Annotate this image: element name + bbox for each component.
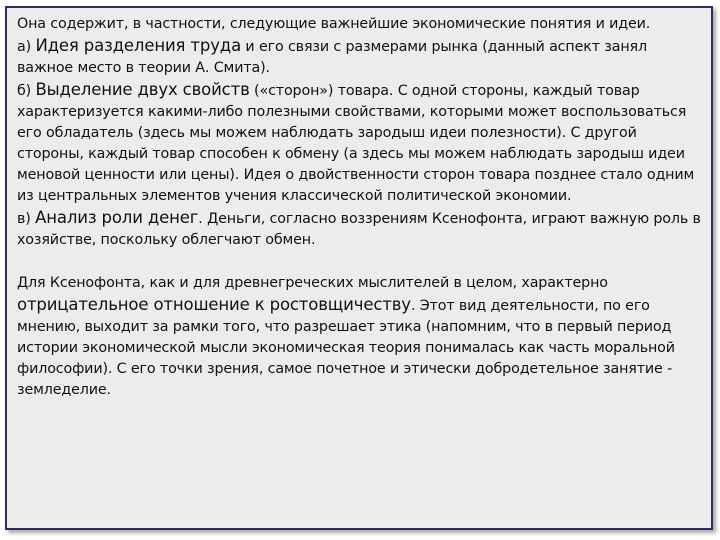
item-c-text: . Деньги, согласно воззрениям Ксенофонта, играют важную роль в хозяйстве, поскольку облегчают обмен. <box>17 211 701 248</box>
item-b-title: Выделение двух свойств <box>35 80 250 99</box>
item-c <box>17 207 701 251</box>
item-a-marker: а) <box>17 39 36 55</box>
para2-emphasis: отрицательное отношение к ростовщичеству <box>17 295 411 314</box>
item-b-marker: б) <box>17 83 36 99</box>
item-b-text: («сторон») товара. С одной стороны, каждый товар характеризуется какими-либо полезными свойствами, которыми может воспользоваться его обладатель (здесь мы можем наблюдать зародыш идеи полезности). С другой стороны, каждый товар способен к обмену (а здесь мы можем наблюдать зародыш идеи меновой ценности или цены). Идея о двойственности сторон товара позднее стало одним из центральных элементов учения классической политической экономии. <box>17 83 695 204</box>
paragraph-2 <box>17 273 701 401</box>
intro-text: Она содержит, в частности, следующие важнейшие экономические понятия и идеи. <box>17 16 651 32</box>
item-a-text: и его связи с размерами рынка (данный аспект занял важное место в теории А. Смита). <box>17 39 647 76</box>
slide <box>5 6 713 530</box>
item-c-title: Анализ роли денег <box>35 208 199 227</box>
para2-text: . Этот вид деятельности, по его мнению, выходит за рамки того, что разрешает этика (напомним, что в первый период истории экономической мысли экономическая теория понималась как часть моральной философии). С его точки зрения, самое почетное и этически добродетельное занятие - земледелие. <box>17 298 675 398</box>
para2-lead: Для Ксенофонта, как и для древнегреческих мыслителей в целом, характерно <box>17 275 608 291</box>
item-a-title: Идея разделения труда <box>35 36 242 55</box>
item-c-marker: в) <box>17 211 36 227</box>
item-a <box>17 35 701 79</box>
item-b <box>17 79 701 207</box>
paragraph-gap <box>17 251 701 273</box>
